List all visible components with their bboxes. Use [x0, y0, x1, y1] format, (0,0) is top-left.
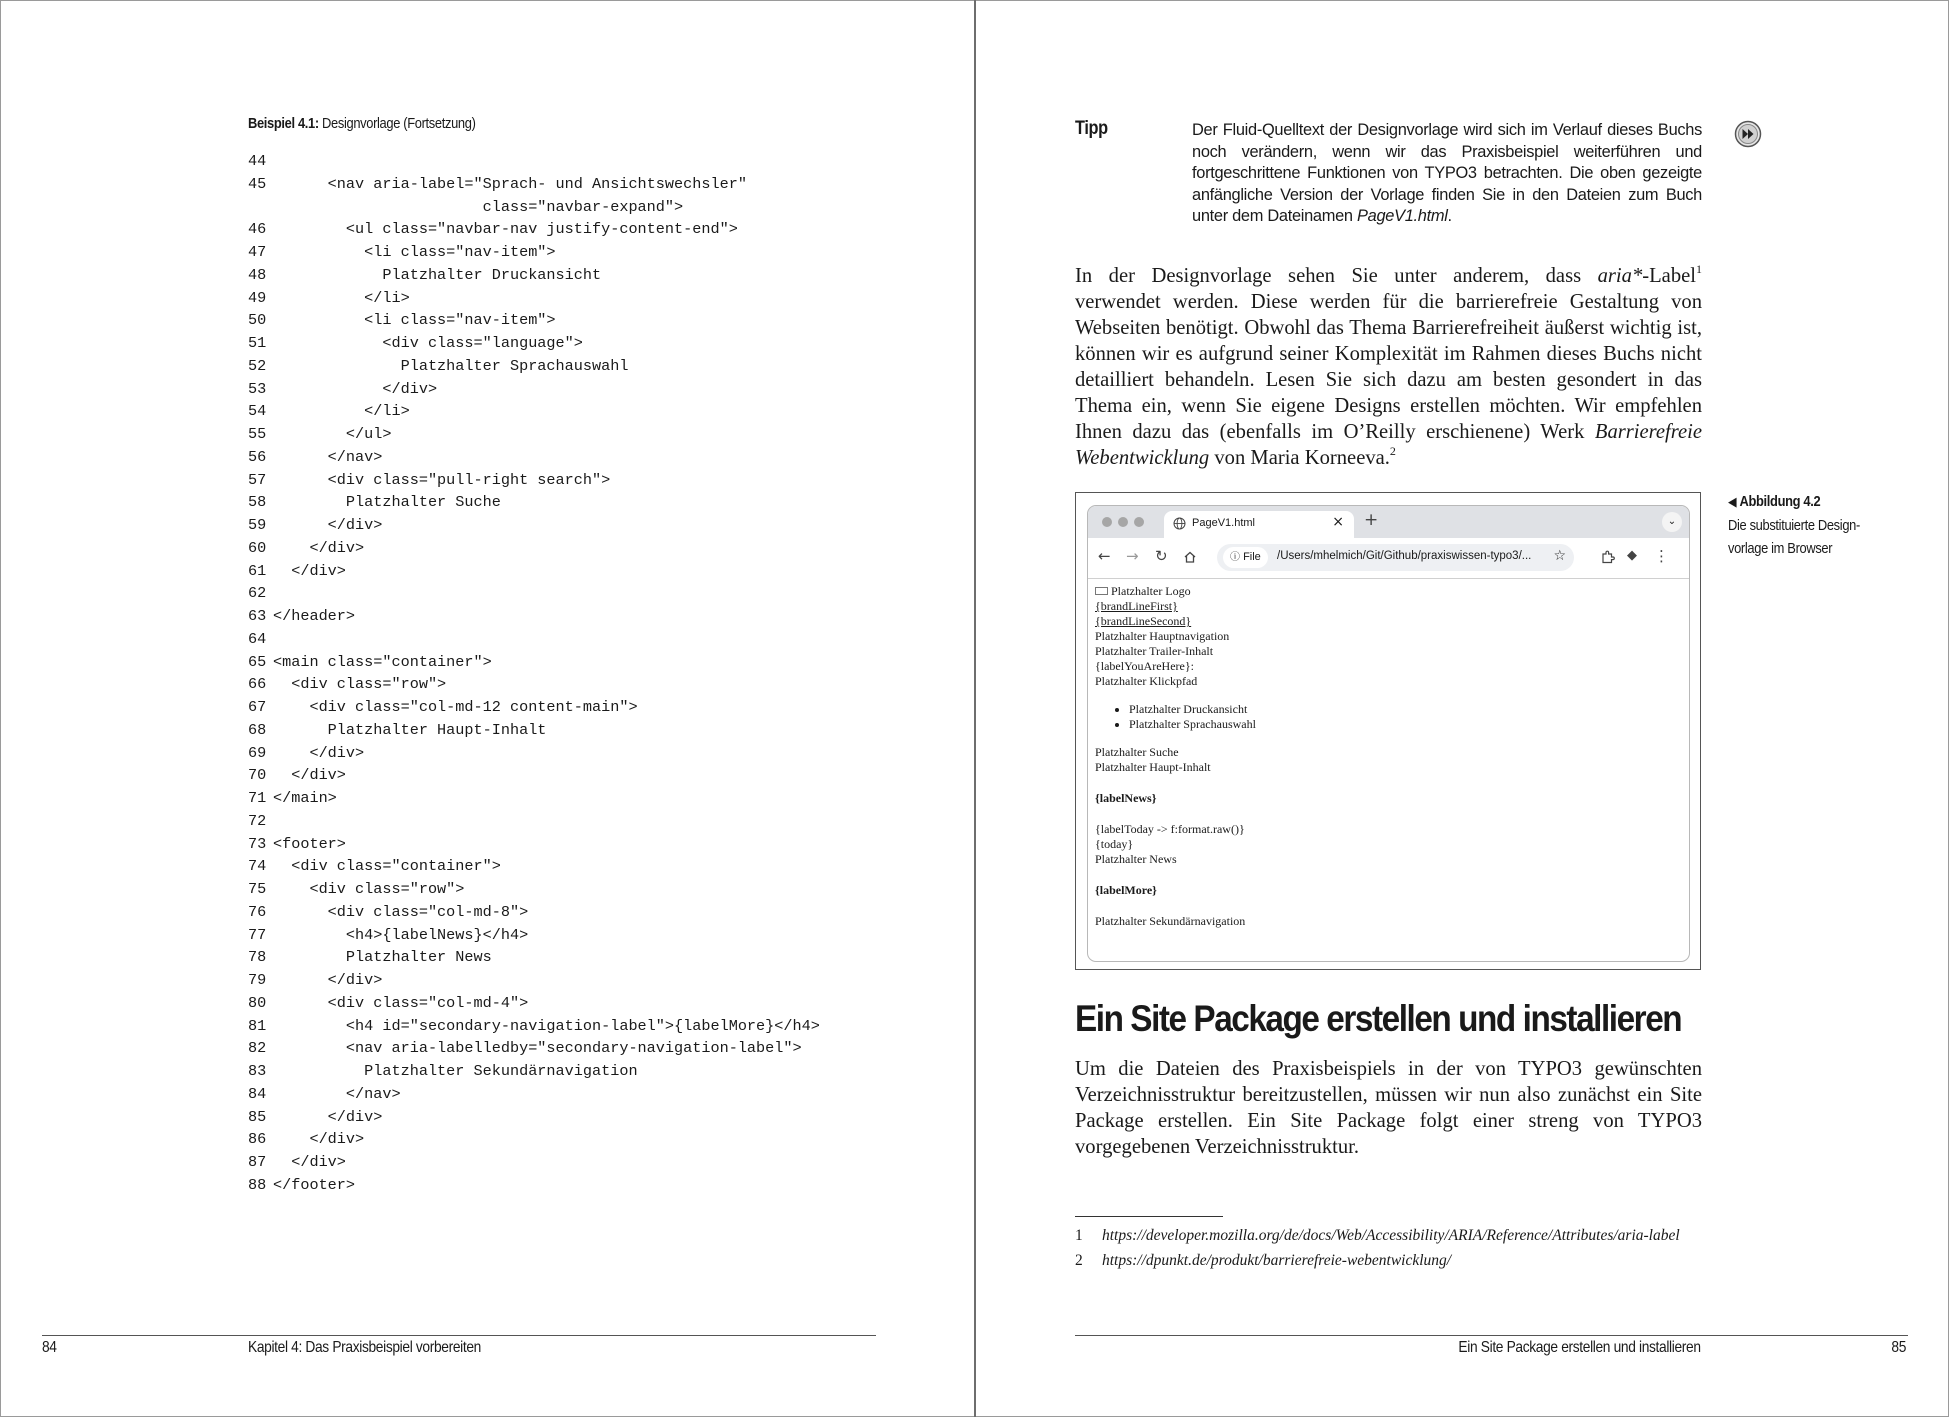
code-text: </li> — [273, 288, 410, 307]
main-nav-placeholder: Platzhalter Hauptnavigation — [1095, 629, 1230, 643]
line-number: 76 — [248, 902, 267, 921]
menu-dots-icon: ⋮ — [1654, 547, 1669, 565]
left-footer-rule — [42, 1335, 876, 1336]
line-number: 44 — [248, 152, 267, 170]
tab-search-chevron-icon: ⌄ — [1662, 512, 1682, 532]
line-number: 71 — [248, 789, 267, 807]
code-text: </header> — [273, 607, 356, 625]
window-zoom-dot — [1134, 517, 1144, 527]
line-number: 82 — [248, 1039, 267, 1058]
figure-caption — [1728, 490, 1860, 560]
code-text: </div> — [273, 971, 383, 989]
code-text: </div> — [273, 1130, 365, 1149]
today-value: {today} — [1095, 837, 1134, 851]
code-text: <div class="language"> — [273, 334, 583, 352]
line-number: 85 — [248, 1107, 267, 1126]
code-text: Platzhalter News — [273, 948, 492, 967]
reload-icon: ↻ — [1155, 547, 1168, 565]
line-number: 74 — [248, 857, 267, 876]
code-text: <h4>{labelNews}</h4> — [273, 925, 529, 944]
left-running-head: Kapitel 4: Das Praxisbeispiel vorbereiten — [248, 1339, 481, 1356]
code-text: </div> — [273, 1107, 383, 1126]
line-number: 56 — [248, 447, 267, 466]
brand-line-second: {brandLineSecond} — [1095, 614, 1192, 628]
code-text: <div class="col-md-4"> — [273, 993, 529, 1012]
tab-close-icon: × — [1332, 514, 1344, 530]
line-number: 80 — [248, 993, 267, 1012]
bookmark-star-icon: ☆ — [1553, 548, 1566, 564]
line-number: 84 — [248, 1084, 267, 1103]
trailer-placeholder: Platzhalter Trailer-Inhalt — [1095, 644, 1214, 658]
line-number: 69 — [248, 743, 267, 762]
list-item: • Platzhalter Sprachauswahl — [1129, 717, 1680, 732]
footnote-rule — [1075, 1216, 1223, 1217]
news-placeholder: Platzhalter News — [1095, 852, 1177, 866]
code-text: Platzhalter Sprachauswahl — [273, 356, 629, 375]
search-placeholder: Platzhalter Suche — [1095, 745, 1179, 759]
line-number: 47 — [248, 243, 267, 261]
info-icon: ⓘ — [1230, 552, 1240, 563]
browser-toolbar — [1088, 538, 1689, 579]
address-bar — [1217, 544, 1574, 571]
code-text: </div> — [273, 561, 346, 580]
code-text: </main> — [273, 789, 337, 807]
line-number: 58 — [248, 493, 267, 512]
line-number: 52 — [248, 356, 267, 375]
logo-line: Platzhalter Logo — [1095, 584, 1680, 599]
home-icon — [1183, 550, 1197, 564]
line-number: 72 — [248, 811, 267, 830]
line-number: 73 — [248, 834, 267, 853]
footnote-ref-2: 2 — [1389, 444, 1396, 458]
line-number: 50 — [248, 311, 267, 330]
section-heading: Ein Site Package erstellen und installieren — [1075, 998, 1682, 1039]
line-number: 48 — [248, 265, 267, 284]
figure-caption-line-2: vorlage im Browser — [1728, 540, 1833, 557]
brand-line-first: {brandLineFirst} — [1095, 599, 1178, 613]
line-number: 55 — [248, 425, 267, 443]
label-more: {labelMore} — [1095, 883, 1157, 897]
line-number: 46 — [248, 220, 267, 239]
line-number: 75 — [248, 880, 267, 898]
nav-list — [1095, 702, 1680, 732]
code-text: </nav> — [273, 447, 383, 466]
line-number: 49 — [248, 288, 267, 307]
line-number: 70 — [248, 766, 267, 785]
footnote-ref-1: 1 — [1696, 262, 1702, 276]
line-number: 57 — [248, 470, 267, 489]
footnote-2: 2 https://dpunkt.de/produkt/barrierefreie-webentwicklung/ — [1075, 1252, 1452, 1269]
code-text: <footer> — [273, 834, 346, 853]
line-number: 68 — [248, 720, 267, 739]
code-text: class="navbar-expand"> — [273, 197, 684, 216]
figure-number: Abbildung 4.2 — [1739, 493, 1821, 510]
line-number: 63 — [248, 607, 267, 625]
code-text: </div> — [273, 1153, 346, 1171]
line-number: 62 — [248, 584, 267, 603]
line-number: 64 — [248, 629, 267, 648]
code-text: <li class="nav-item"> — [273, 311, 556, 330]
code-text: </div> — [273, 743, 365, 762]
profile-icon: ◆ — [1627, 548, 1637, 563]
line-number: 65 — [248, 652, 267, 671]
code-text: <h4 id="secondary-navigation-label">{labelMore}</h4> — [273, 1016, 820, 1035]
code-text: </nav> — [273, 1084, 401, 1103]
line-number: 77 — [248, 925, 267, 944]
paragraph-aria: In der Designvorlage sehen Sie unter anderem, dass aria*-Label$^1$ verwendet werden. Diese werden für die barrierefreie Gestaltung von Webseiten benötigt. Obwohl das Thema Barrierefreiheit äußerst wichtig ist, können wir es aufgrund seiner Komplexität im Rahmen dieses Buchs nicht detailliert behandeln. Lesen Sie sich dazu am besten gesondert in das Thema ein, wenn Sie eigene Designs erstellen möchten. Wir empfehlen Ihnen dazu das (ebenfalls im O’Reilly erschienene) Werk Barrierefreie Webentwicklung von Maria Korneeva.$^2$ — [1075, 262, 1702, 469]
line-number: 54 — [248, 402, 267, 421]
caption-arrow-icon: ◀ — [1728, 495, 1737, 510]
browser-tab — [1164, 511, 1354, 538]
footnote-1: 1 https://developer.mozilla.org/de/docs/Web/Accessibility/ARIA/Reference/Attributes/aria-label — [1075, 1227, 1680, 1244]
tab-title: PageV1.html — [1192, 517, 1255, 529]
code-text: <div class="row"> — [273, 675, 447, 694]
code-text: </li> — [273, 402, 410, 421]
left-page-number: 84 — [42, 1339, 57, 1356]
code-text: <div class="container"> — [273, 857, 501, 876]
secondary-nav-placeholder: Platzhalter Sekundärnavigation — [1095, 914, 1246, 928]
tipp-text: Der Fluid-Quelltext der Designvorlage wird sich im Verlauf dieses Buchs noch verändern, wenn wir das Praxisbeispiel weiterführen und fortgeschrittene Funktionen von TYPO3 betrachten. Die oben gezeigte anfängliche Version der Vorlage finden Sie in den Dateien zum Buch unter dem Dateinamen PageV1.html. — [1192, 121, 1702, 225]
code-text: <nav aria-label="Sprach- und Ansichtswechsler" — [273, 174, 747, 193]
code-text: <nav aria-labelledby="secondary-navigation-label"> — [273, 1039, 802, 1058]
file-chip: ⓘ File — [1223, 547, 1268, 568]
address-url: /Users/mhelmich/Git/Github/praxiswissen-typo3/... — [1277, 550, 1532, 562]
main-content-placeholder: Platzhalter Haupt-Inhalt — [1095, 760, 1211, 774]
extensions-puzzle-icon — [1600, 550, 1615, 565]
code-text: Platzhalter Suche — [273, 493, 501, 512]
line-number: 88 — [248, 1175, 267, 1194]
forward-arrow-icon: → — [1126, 547, 1139, 565]
line-number: 78 — [248, 948, 267, 967]
code-text: Platzhalter Haupt-Inhalt — [273, 720, 547, 739]
browser-screenshot — [1087, 505, 1690, 962]
list-item: • Platzhalter Druckansicht — [1129, 702, 1680, 717]
example-caption: Beispiel 4.1: Designvorlage (Fortsetzung) — [248, 115, 476, 132]
line-number: 59 — [248, 516, 267, 534]
code-text: <div class="pull-right search"> — [273, 470, 611, 489]
code-text: </ul> — [273, 425, 392, 443]
code-text: <ul class="navbar-nav justify-content-end"> — [273, 220, 738, 239]
browser-tab-bar — [1088, 506, 1689, 538]
code-text: Platzhalter Sekundärnavigation — [273, 1062, 638, 1080]
code-text: <div class="col-md-8"> — [273, 902, 529, 921]
back-arrow-icon: ← — [1098, 547, 1111, 565]
line-number: 87 — [248, 1153, 267, 1171]
label-news: {labelNews} — [1095, 791, 1157, 805]
fast-forward-icon — [1734, 120, 1762, 148]
label-today: {labelToday -> f:format.raw()} — [1095, 822, 1245, 836]
code-text: <li class="nav-item"> — [273, 243, 556, 261]
tipp-label: Tipp — [1075, 118, 1108, 139]
you-are-here-label: {labelYouAreHere}: — [1095, 659, 1194, 673]
code-text: </footer> — [273, 1175, 356, 1194]
line-number: 53 — [248, 379, 267, 398]
code-text: <div class="row"> — [273, 880, 465, 898]
book-spine — [974, 0, 976, 1417]
window-minimize-dot — [1118, 517, 1128, 527]
code-text: <main class="container"> — [273, 652, 492, 671]
right-footer-rule — [1075, 1335, 1908, 1336]
line-number: 66 — [248, 675, 267, 694]
line-number: 61 — [248, 561, 267, 580]
window-close-dot — [1102, 517, 1112, 527]
code-text: </div> — [273, 538, 365, 557]
line-number: 83 — [248, 1062, 267, 1080]
right-running-head: Ein Site Package erstellen und installieren — [1458, 1339, 1701, 1356]
line-number: 79 — [248, 971, 267, 989]
figure-caption-line-1: Die substituierte Design- — [1728, 517, 1860, 534]
code-text: </div> — [273, 379, 438, 398]
line-number: 45 — [248, 174, 267, 193]
new-tab-icon: + — [1364, 510, 1379, 530]
line-number: 86 — [248, 1130, 267, 1149]
line-number: 51 — [248, 334, 267, 352]
broken-image-icon — [1095, 587, 1108, 595]
right-page-number: 85 — [1891, 1339, 1906, 1356]
code-text: </div> — [273, 516, 383, 534]
line-number: 67 — [248, 698, 267, 716]
rendered-page — [1095, 584, 1680, 929]
code-text: <div class="col-md-12 content-main"> — [273, 698, 638, 716]
code-text: Platzhalter Druckansicht — [273, 265, 602, 284]
code-text: </div> — [273, 766, 346, 785]
breadcrumb-placeholder: Platzhalter Klickpfad — [1095, 674, 1198, 688]
globe-icon — [1173, 517, 1186, 530]
line-number: 81 — [248, 1016, 267, 1035]
line-number: 60 — [248, 538, 267, 557]
paragraph-site-package: Um die Dateien des Praxisbeispiels in der von TYPO3 gewünschten Verzeichnisstruktur bereitzustellen, müssen wir nun also zunächst ein Site Package erstellen. Ein Site Package folgt einer streng von TYPO3 vorgegebenen Verzeichnisstruktur. — [1075, 1058, 1702, 1158]
